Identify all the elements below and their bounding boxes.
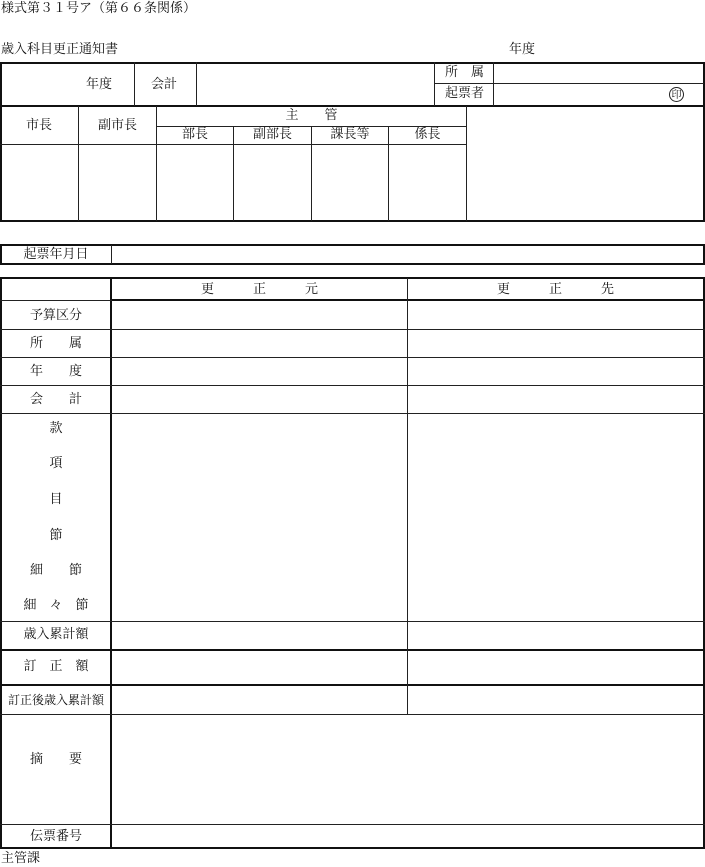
department-label: 所 属 <box>445 65 485 80</box>
vice-mayor-label: 副市長 <box>97 118 137 133</box>
department-row-label: 所 属 <box>29 336 82 351</box>
slip-number-field[interactable] <box>113 826 702 846</box>
deputy-director-stamp-box[interactable] <box>235 146 310 219</box>
draft-date-label: 起票年月日 <box>23 247 89 262</box>
kan-label: 款 <box>49 421 63 436</box>
kou-label: 項 <box>49 456 63 471</box>
cumulative-revenue-label: 歳入累計額 <box>23 627 89 642</box>
subsection-chief-label: 係長 <box>414 127 441 142</box>
vice-mayor-stamp-box[interactable] <box>80 146 155 219</box>
account-before-field[interactable] <box>113 387 406 412</box>
section-chief-stamp-box[interactable] <box>313 146 387 219</box>
correction-before-field[interactable] <box>113 652 406 683</box>
cumulative-after-field[interactable] <box>409 623 702 648</box>
draft-date-field[interactable] <box>113 246 702 262</box>
budget-category-label: 予算区分 <box>29 308 82 323</box>
director-stamp-box[interactable] <box>158 146 232 219</box>
subsection-chief-stamp-box[interactable] <box>390 146 465 219</box>
year-label: 年度 <box>86 77 113 92</box>
saisetsu-label: 細 節 <box>29 563 82 578</box>
deputy-director-label: 副部長 <box>252 127 292 142</box>
document-title: 歳入科目更正通知書 <box>1 42 119 57</box>
setsu-label: 節 <box>49 528 63 543</box>
after-cumulative-after-field[interactable] <box>409 687 702 713</box>
fiscal-year-label: 年度 <box>509 42 536 57</box>
after-cumulative-label: 訂正後歳入累計額 <box>7 693 104 707</box>
summary-field[interactable] <box>113 716 702 823</box>
budget-category-before-field[interactable] <box>113 302 406 328</box>
section-chief-label: 課長等 <box>330 127 370 142</box>
department-after-field[interactable] <box>409 331 702 356</box>
slip-number-label: 伝票番号 <box>29 829 82 844</box>
drafter-label: 起票者 <box>445 86 485 101</box>
year-row-label: 年 度 <box>29 364 82 379</box>
saisaisetsu-label: 細 々 節 <box>23 598 89 613</box>
summary-label: 摘 要 <box>29 752 82 767</box>
seal-mark: 印 <box>669 87 684 102</box>
director-label: 部長 <box>181 127 208 142</box>
budget-items-before-field[interactable] <box>113 415 406 620</box>
column-header-after: 更 正 先 <box>496 282 614 297</box>
account-field[interactable] <box>197 64 433 104</box>
cumulative-before-field[interactable] <box>113 623 406 648</box>
year-after-field[interactable] <box>409 359 702 384</box>
correction-amount-label: 訂 正 額 <box>23 659 89 674</box>
after-cumulative-before-field[interactable] <box>113 687 406 713</box>
managing-section-label: 主管課 <box>1 851 41 866</box>
budget-category-after-field[interactable] <box>409 302 702 328</box>
mayor-stamp-box[interactable] <box>2 146 77 219</box>
column-header-before: 更 正 元 <box>200 282 318 297</box>
moku-label: 目 <box>49 492 63 507</box>
manager-group-label: 主 管 <box>285 108 338 123</box>
correction-after-field[interactable] <box>409 652 702 683</box>
account-row-label: 会 計 <box>29 392 82 407</box>
account-after-field[interactable] <box>409 387 702 412</box>
department-field[interactable] <box>495 64 702 82</box>
mayor-label: 市長 <box>25 118 52 133</box>
budget-items-after-field[interactable] <box>409 415 702 620</box>
year-before-field[interactable] <box>113 359 406 384</box>
form-number: 様式第３１号ア（第６６条関係） <box>1 1 197 16</box>
department-before-field[interactable] <box>113 331 406 356</box>
account-label: 会計 <box>151 77 178 92</box>
drafter-field[interactable] <box>495 85 665 104</box>
